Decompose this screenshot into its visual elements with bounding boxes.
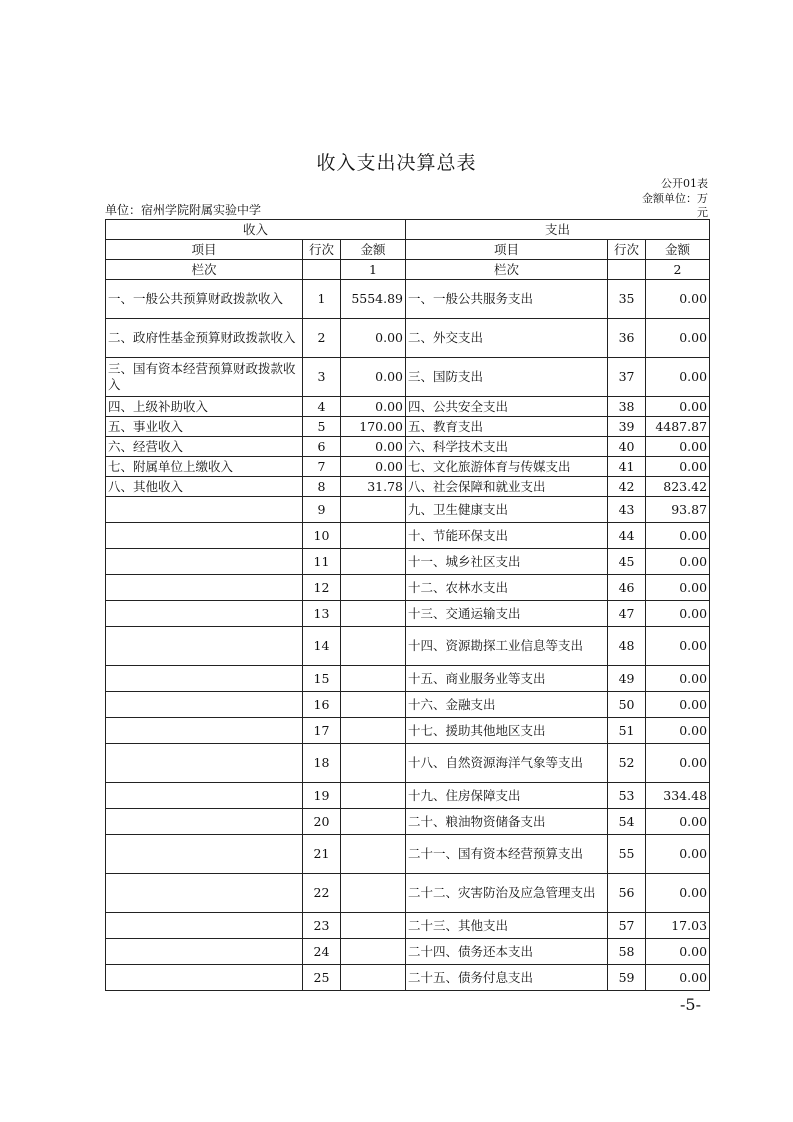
income-item [106,809,303,835]
expense-amount: 0.00 [646,397,710,417]
expense-amount: 0.00 [646,939,710,965]
income-item [106,549,303,575]
income-row-number: 13 [303,601,341,627]
income-item [106,497,303,523]
income-item-header: 项目 [106,240,303,260]
income-amount: 31.78 [341,477,406,497]
income-row-number: 8 [303,477,341,497]
table-row [106,457,710,477]
table-row [106,627,710,666]
income-item: 二、政府性基金预算财政拨款收入 [106,319,303,358]
expense-amount: 0.00 [646,601,710,627]
table-row [106,783,710,809]
income-amount [341,627,406,666]
expense-item: 二、外交支出 [406,319,608,358]
income-item [106,692,303,718]
expense-row-number: 55 [608,835,646,874]
expense-item: 十八、自然资源海洋气象等支出 [406,744,608,783]
table-row [106,417,710,437]
expense-amount: 0.00 [646,835,710,874]
expense-row-number: 44 [608,523,646,549]
income-amount [341,718,406,744]
expense-amount: 0.00 [646,457,710,477]
expense-amount: 0.00 [646,874,710,913]
expense-row-number: 41 [608,457,646,477]
expense-amount: 0.00 [646,666,710,692]
expense-amount: 4487.87 [646,417,710,437]
amount-unit-suffix: 元 [697,206,708,219]
income-row-number: 23 [303,913,341,939]
expense-item: 十二、农林水支出 [406,575,608,601]
table-row [106,575,710,601]
expense-row-number: 39 [608,417,646,437]
income-amount [341,744,406,783]
table-row [106,280,710,319]
income-item: 七、附属单位上缴收入 [106,457,303,477]
income-item [106,835,303,874]
expense-item: 九、卫生健康支出 [406,497,608,523]
expense-item: 一、一般公共服务支出 [406,280,608,319]
expense-item: 三、国防支出 [406,358,608,397]
income-item [106,939,303,965]
income-item: 三、国有资本经营预算财政拨款收入 [106,358,303,397]
income-item [106,523,303,549]
income-row-number: 3 [303,358,341,397]
expense-item: 八、社会保障和就业支出 [406,477,608,497]
expense-row-number: 52 [608,744,646,783]
income-row-number: 6 [303,437,341,457]
income-row-number: 15 [303,666,341,692]
income-row-number: 22 [303,874,341,913]
income-amount [341,666,406,692]
form-code: 公开01表 [661,177,708,190]
expense-item: 十一、城乡社区支出 [406,549,608,575]
expense-item: 二十五、债务付息支出 [406,965,608,991]
income-row-number: 16 [303,692,341,718]
expense-row-number: 43 [608,497,646,523]
income-row-number: 12 [303,575,341,601]
expense-row-number: 37 [608,358,646,397]
expense-amount: 823.42 [646,477,710,497]
expense-amount: 0.00 [646,523,710,549]
table-row [106,874,710,913]
expense-row-number: 48 [608,627,646,666]
income-rowno-header: 行次 [303,240,341,260]
income-row-number: 24 [303,939,341,965]
income-row-number: 2 [303,319,341,358]
income-column-label: 栏次 [106,260,303,280]
expense-item: 十五、商业服务业等支出 [406,666,608,692]
income-amount-header: 金额 [341,240,406,260]
income-item [106,601,303,627]
table-row [106,497,710,523]
expense-amount: 0.00 [646,280,710,319]
page-title: 收入支出决算总表 [316,152,477,174]
income-amount: 0.00 [341,397,406,417]
expense-item: 六、科学技术支出 [406,437,608,457]
table-row [106,549,710,575]
income-row-number: 1 [303,280,341,319]
expense-item: 二十四、债务还本支出 [406,939,608,965]
income-row-number: 4 [303,397,341,417]
table-row [106,744,710,783]
expense-column-number: 2 [646,260,710,280]
expense-row-number: 45 [608,549,646,575]
expense-item: 十、节能环保支出 [406,523,608,549]
empty-cell [303,260,341,280]
table-row [106,939,710,965]
table-row [106,397,710,417]
amount-unit: 金额单位：万 [642,192,708,205]
expense-item: 二十三、其他支出 [406,913,608,939]
income-item: 八、其他收入 [106,477,303,497]
expense-item: 二十二、灾害防治及应急管理支出 [406,874,608,913]
expense-row-number: 50 [608,692,646,718]
expense-amount: 93.87 [646,497,710,523]
expense-amount: 17.03 [646,913,710,939]
expense-amount: 0.00 [646,358,710,397]
income-item: 五、事业收入 [106,417,303,437]
expense-row-number: 40 [608,437,646,457]
expense-item: 十九、住房保障支出 [406,783,608,809]
expense-row-number: 36 [608,319,646,358]
income-amount [341,601,406,627]
expense-amount: 0.00 [646,627,710,666]
expense-row-number: 51 [608,718,646,744]
expense-row-number: 54 [608,809,646,835]
income-row-number: 9 [303,497,341,523]
expense-header: 支出 [406,220,710,240]
income-amount: 0.00 [341,437,406,457]
income-item [106,744,303,783]
table-row [106,477,710,497]
expense-rowno-header: 行次 [608,240,646,260]
table-row [106,437,710,457]
expense-amount: 0.00 [646,809,710,835]
expense-row-number: 56 [608,874,646,913]
income-row-number: 18 [303,744,341,783]
page-number: -5- [680,995,701,1014]
income-item [106,965,303,991]
expense-row-number: 53 [608,783,646,809]
income-amount [341,575,406,601]
income-item [106,913,303,939]
income-amount [341,965,406,991]
expense-amount: 0.00 [646,718,710,744]
income-amount: 5554.89 [341,280,406,319]
income-item [106,783,303,809]
income-amount [341,692,406,718]
table-row [106,718,710,744]
expense-row-number: 35 [608,280,646,319]
income-amount [341,874,406,913]
expense-row-number: 58 [608,939,646,965]
expense-row-number: 49 [608,666,646,692]
income-amount [341,549,406,575]
income-item: 四、上级补助收入 [106,397,303,417]
expense-amount: 0.00 [646,744,710,783]
table-row [106,358,710,397]
income-column-number: 1 [341,260,406,280]
expense-item: 七、文化旅游体育与传媒支出 [406,457,608,477]
budget-table [105,219,710,991]
table-row [106,809,710,835]
income-row-number: 14 [303,627,341,666]
income-item [106,874,303,913]
table-row [106,666,710,692]
income-row-number: 21 [303,835,341,874]
table-row [106,835,710,874]
expense-item: 五、教育支出 [406,417,608,437]
expense-row-number: 38 [608,397,646,417]
table-row [106,692,710,718]
income-amount [341,497,406,523]
expense-item: 二十、粮油物资储备支出 [406,809,608,835]
expense-amount: 0.00 [646,437,710,457]
table-row [106,523,710,549]
expense-row-number: 59 [608,965,646,991]
expense-item: 十七、援助其他地区支出 [406,718,608,744]
expense-item: 十四、资源勘探工业信息等支出 [406,627,608,666]
table-row [106,913,710,939]
expense-row-number: 57 [608,913,646,939]
income-item [106,627,303,666]
income-amount: 0.00 [341,358,406,397]
expense-item: 十六、金融支出 [406,692,608,718]
income-amount [341,523,406,549]
expense-row-number: 47 [608,601,646,627]
income-amount: 170.00 [341,417,406,437]
expense-amount: 0.00 [646,575,710,601]
unit-name: 单位：宿州学院附属实验中学 [105,203,262,217]
income-row-number: 10 [303,523,341,549]
expense-item: 十三、交通运输支出 [406,601,608,627]
table-row [106,601,710,627]
income-row-number: 19 [303,783,341,809]
income-item: 六、经营收入 [106,437,303,457]
income-amount: 0.00 [341,319,406,358]
income-item [106,666,303,692]
income-row-number: 7 [303,457,341,477]
income-amount: 0.00 [341,457,406,477]
expense-item: 二十一、国有资本经营预算支出 [406,835,608,874]
income-row-number: 11 [303,549,341,575]
income-row-number: 17 [303,718,341,744]
expense-amount: 0.00 [646,965,710,991]
income-header: 收入 [106,220,406,240]
empty-cell [608,260,646,280]
income-amount [341,913,406,939]
table-row [106,965,710,991]
income-amount [341,783,406,809]
expense-amount-header: 金额 [646,240,710,260]
expense-item-header: 项目 [406,240,608,260]
expense-column-label: 栏次 [406,260,608,280]
table-row [106,319,710,358]
expense-amount: 0.00 [646,319,710,358]
income-item: 一、一般公共预算财政拨款收入 [106,280,303,319]
expense-amount: 334.48 [646,783,710,809]
income-amount [341,809,406,835]
income-amount [341,939,406,965]
income-row-number: 20 [303,809,341,835]
expense-amount: 0.00 [646,549,710,575]
expense-amount: 0.00 [646,692,710,718]
income-item [106,575,303,601]
income-amount [341,835,406,874]
expense-item: 四、公共安全支出 [406,397,608,417]
expense-row-number: 42 [608,477,646,497]
expense-row-number: 46 [608,575,646,601]
income-row-number: 5 [303,417,341,437]
income-row-number: 25 [303,965,341,991]
income-item [106,718,303,744]
